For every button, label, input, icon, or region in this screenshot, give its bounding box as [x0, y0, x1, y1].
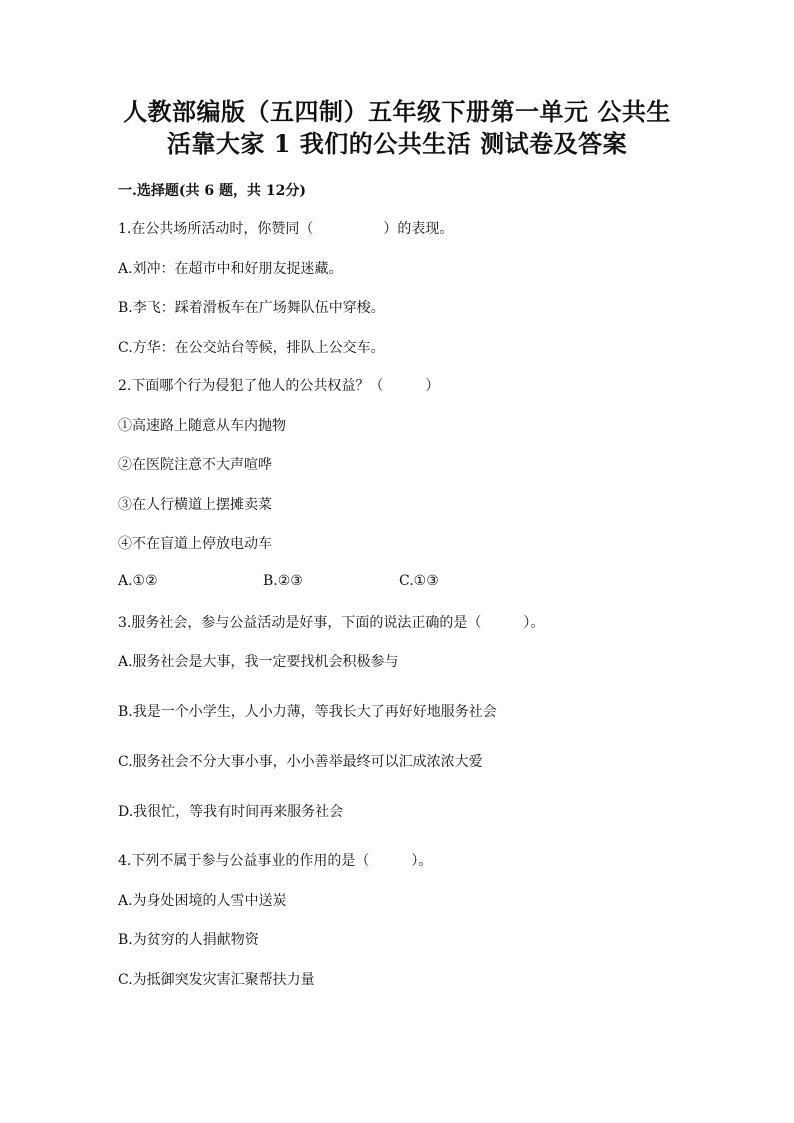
question-4-option-a: A.为身处困境的人雪中送炭 — [118, 893, 287, 909]
question-1-stem: 1.在公共场所活动时，你赞同（ ）的表现。 — [118, 221, 454, 237]
question-2-option-c: C.①③ — [399, 573, 439, 589]
question-2-option-b: B.②③ — [263, 573, 303, 589]
question-2-item-3: ③在人行横道上摆摊卖菜 — [118, 497, 272, 513]
question-3-option-a: A.服务社会是大事，我一定要找机会积极参与 — [118, 654, 399, 670]
question-4-option-b: B.为贫穷的人捐献物资 — [118, 932, 259, 948]
page-title-line-1: 人教部编版（五四制）五年级下册第一单元 公共生 — [123, 97, 671, 126]
question-2-option-a: A.①② — [118, 573, 158, 589]
question-2-item-1: ①高速路上随意从车内抛物 — [118, 418, 286, 434]
section-heading: 一.选择题(共 6 题，共 12分) — [118, 183, 306, 199]
question-2-stem: 2.下面哪个行为侵犯了他人的公共权益？（ ） — [118, 378, 440, 394]
question-1-option-b: B.李飞：踩着滑板车在广场舞队伍中穿梭。 — [118, 300, 385, 316]
question-2-item-2: ②在医院注意不大声喧哗 — [118, 457, 272, 473]
question-4-stem: 4.下列不属于参与公益事业的作用的是（ ）。 — [118, 853, 433, 869]
question-1-option-c: C.方华：在公交站台等候，排队上公交车。 — [118, 340, 385, 356]
question-1-option-a: A.刘冲：在超市中和好朋友捉迷藏。 — [118, 261, 343, 277]
question-4-option-c: C.为抵御突发灾害汇聚帮扶力量 — [118, 972, 315, 988]
question-3-option-b: B.我是一个小学生，人小力薄，等我长大了再好好地服务社会 — [118, 704, 497, 720]
question-3-option-d: D.我很忙，等我有时间再来服务社会 — [118, 804, 344, 820]
question-3-option-c: C.服务社会不分大事小事，小小善举最终可以汇成浓浓大爱 — [118, 754, 483, 770]
page-title-line-2: 活靠大家 1 我们的公共生活 测试卷及答案 — [166, 129, 628, 158]
question-2-item-4: ④不在盲道上停放电动车 — [118, 536, 272, 552]
question-3-stem: 3.服务社会，参与公益活动是好事，下面的说法正确的是（ ）。 — [118, 615, 545, 631]
